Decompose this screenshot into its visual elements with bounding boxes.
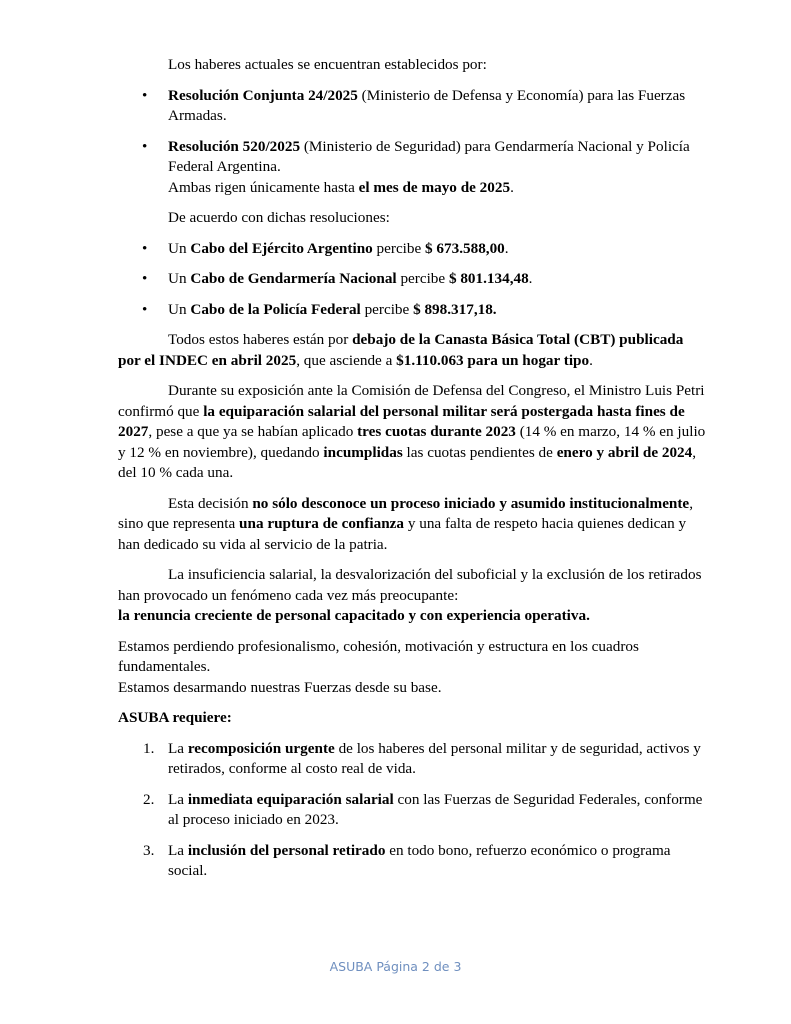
bullet-icon: • [142,270,148,287]
bullet-icon: • [142,300,148,318]
salaries-list [118,239,708,321]
salary-rank: Cabo de la Policía Federal [190,300,361,318]
req-text: La [168,739,188,757]
cbt-text: . [589,351,593,369]
cbt-text: , que asciende a [296,351,397,369]
insufficiency-paragraph [118,565,708,627]
bullet-icon: • [142,239,148,257]
req-text: con las Fuerzas de Seguridad Federales, conforme al proceso iniciado en 2023. [168,790,703,828]
intro-paragraph: Los haberes actuales se encuentran establecidos por: [168,56,487,73]
validity-date: el mes de mayo de 2025 [358,178,511,196]
cbt-amount: $1.110.063 para un hogar tipo [396,351,590,369]
losing-text: Estamos perdiendo profesionalismo, cohesión, motivación y estructura en los cuadros fundamentales. [118,637,639,675]
salary-mid: percibe [360,300,414,318]
list-item [118,790,708,831]
cbt-highlight: debajo de la Canasta Básica Total (CBT) publicada por el INDEC en abril 2025 [118,331,684,369]
salary-mid: percibe [396,270,449,287]
req-highlight: inclusión del personal retirado [187,841,386,859]
list-item [118,739,708,780]
decision-highlight: no sólo desconoce un proceso iniciado y asumido institucionalmente [252,494,690,512]
item-number: 2. [143,790,155,808]
salary-amount: $ 673.588,00 [425,239,505,257]
petri-text: , pese a que ya se habían aplicado [148,423,358,440]
petri-paragraph [118,381,708,484]
list-item [118,239,708,260]
resolution-text: (Ministerio de Seguridad) para Gendarmería Nacional y Policía Federal Argentina. [168,137,690,175]
petri-highlight: tres cuotas durante 2023 [357,423,516,440]
bullet-icon: • [142,86,148,104]
item-number: 1. [143,739,155,757]
resolution-title: Resolución 520/2025 [168,137,301,155]
salary-rank: Cabo del Ejército Argentino [190,239,373,257]
list-item [118,300,708,321]
resolution-title: Resolución Conjunta 24/2025 [168,86,358,104]
req-highlight: inmediata equiparación salarial [187,790,394,808]
salary-post: . [528,270,533,287]
requirements-list [118,739,708,882]
item-number: 3. [143,841,155,859]
salary-amount: $ 898.317,18. [413,300,497,318]
req-text: en todo bono, refuerzo económico o programa social. [168,841,671,879]
petri-highlight: la equiparación salarial del personal militar será postergada hasta fines de 2027 [118,402,685,440]
salary-pre: Un [168,239,191,257]
cbt-text: Todos estos haberes están por [168,331,353,348]
salary-rank: Cabo de Gendarmería Nacional [190,270,397,287]
salary-pre: Un [168,300,191,318]
petri-highlight: enero y abril de 2024 [556,443,693,461]
resolutions-list [118,86,708,199]
validity-text: Ambas rigen únicamente hasta [168,178,359,196]
page-footer: ASUBA Página 2 de 3 [329,959,462,974]
req-text: La [168,841,188,859]
list-item [118,269,708,290]
validity-period: . [510,178,514,196]
losing-paragraph [118,637,708,699]
insufficiency-highlight: la renuncia creciente de personal capacitado y con experiencia operativa. [118,607,590,624]
req-text: de los haberes del personal militar y de seguridad, activos y retirados, conforme al costo real de vida. [168,739,701,777]
decision-paragraph [118,494,708,556]
resolution-text: (Ministerio de Defensa y Economía) para las Fuerzas Armadas. [168,86,686,124]
petri-highlight: incumplidas [323,443,403,461]
salary-mid: percibe [372,239,426,257]
cbt-paragraph [118,330,708,371]
losing-text: Estamos desarmando nuestras Fuerzas desde su base. [118,678,442,696]
bullet-icon: • [142,137,148,155]
petri-text: las cuotas pendientes de [402,443,557,461]
decision-text: y una falta de respeto hacia quienes dedican y han dedicado su vida al servicio de la patria. [118,515,687,553]
insufficiency-text: La insuficiencia salarial, la desvalorización del suboficial y la exclusión de los retirados han provocado un fenómeno cada vez más preocupante: [118,566,702,604]
petri-text: Durante su exposición ante la Comisión de Defensa del Congreso, el Ministro Luis Petri confirmó que [118,382,705,420]
requires-heading-text: ASUBA requiere: [118,709,232,726]
salary-amount: $ 801.134,48 [448,270,529,287]
req-highlight: recomposición urgente [187,739,335,757]
list-item [118,86,708,127]
decision-highlight: una ruptura de confianza [239,515,405,532]
list-item [118,841,708,882]
document-page [118,55,708,892]
accordance-paragraph: De acuerdo con dichas resoluciones: [168,209,390,226]
petri-text: , del 10 % cada una. [118,443,697,481]
requires-heading [118,708,708,729]
list-item [118,137,708,199]
salary-post: . [504,239,509,257]
petri-text: (14 % en marzo, 14 % en julio y 12 % en noviembre), quedando [118,423,706,461]
salary-pre: Un [168,270,191,287]
decision-text: , sino que representa [118,494,693,532]
decision-text: Esta decisión [168,494,253,512]
req-text: La [168,790,188,808]
